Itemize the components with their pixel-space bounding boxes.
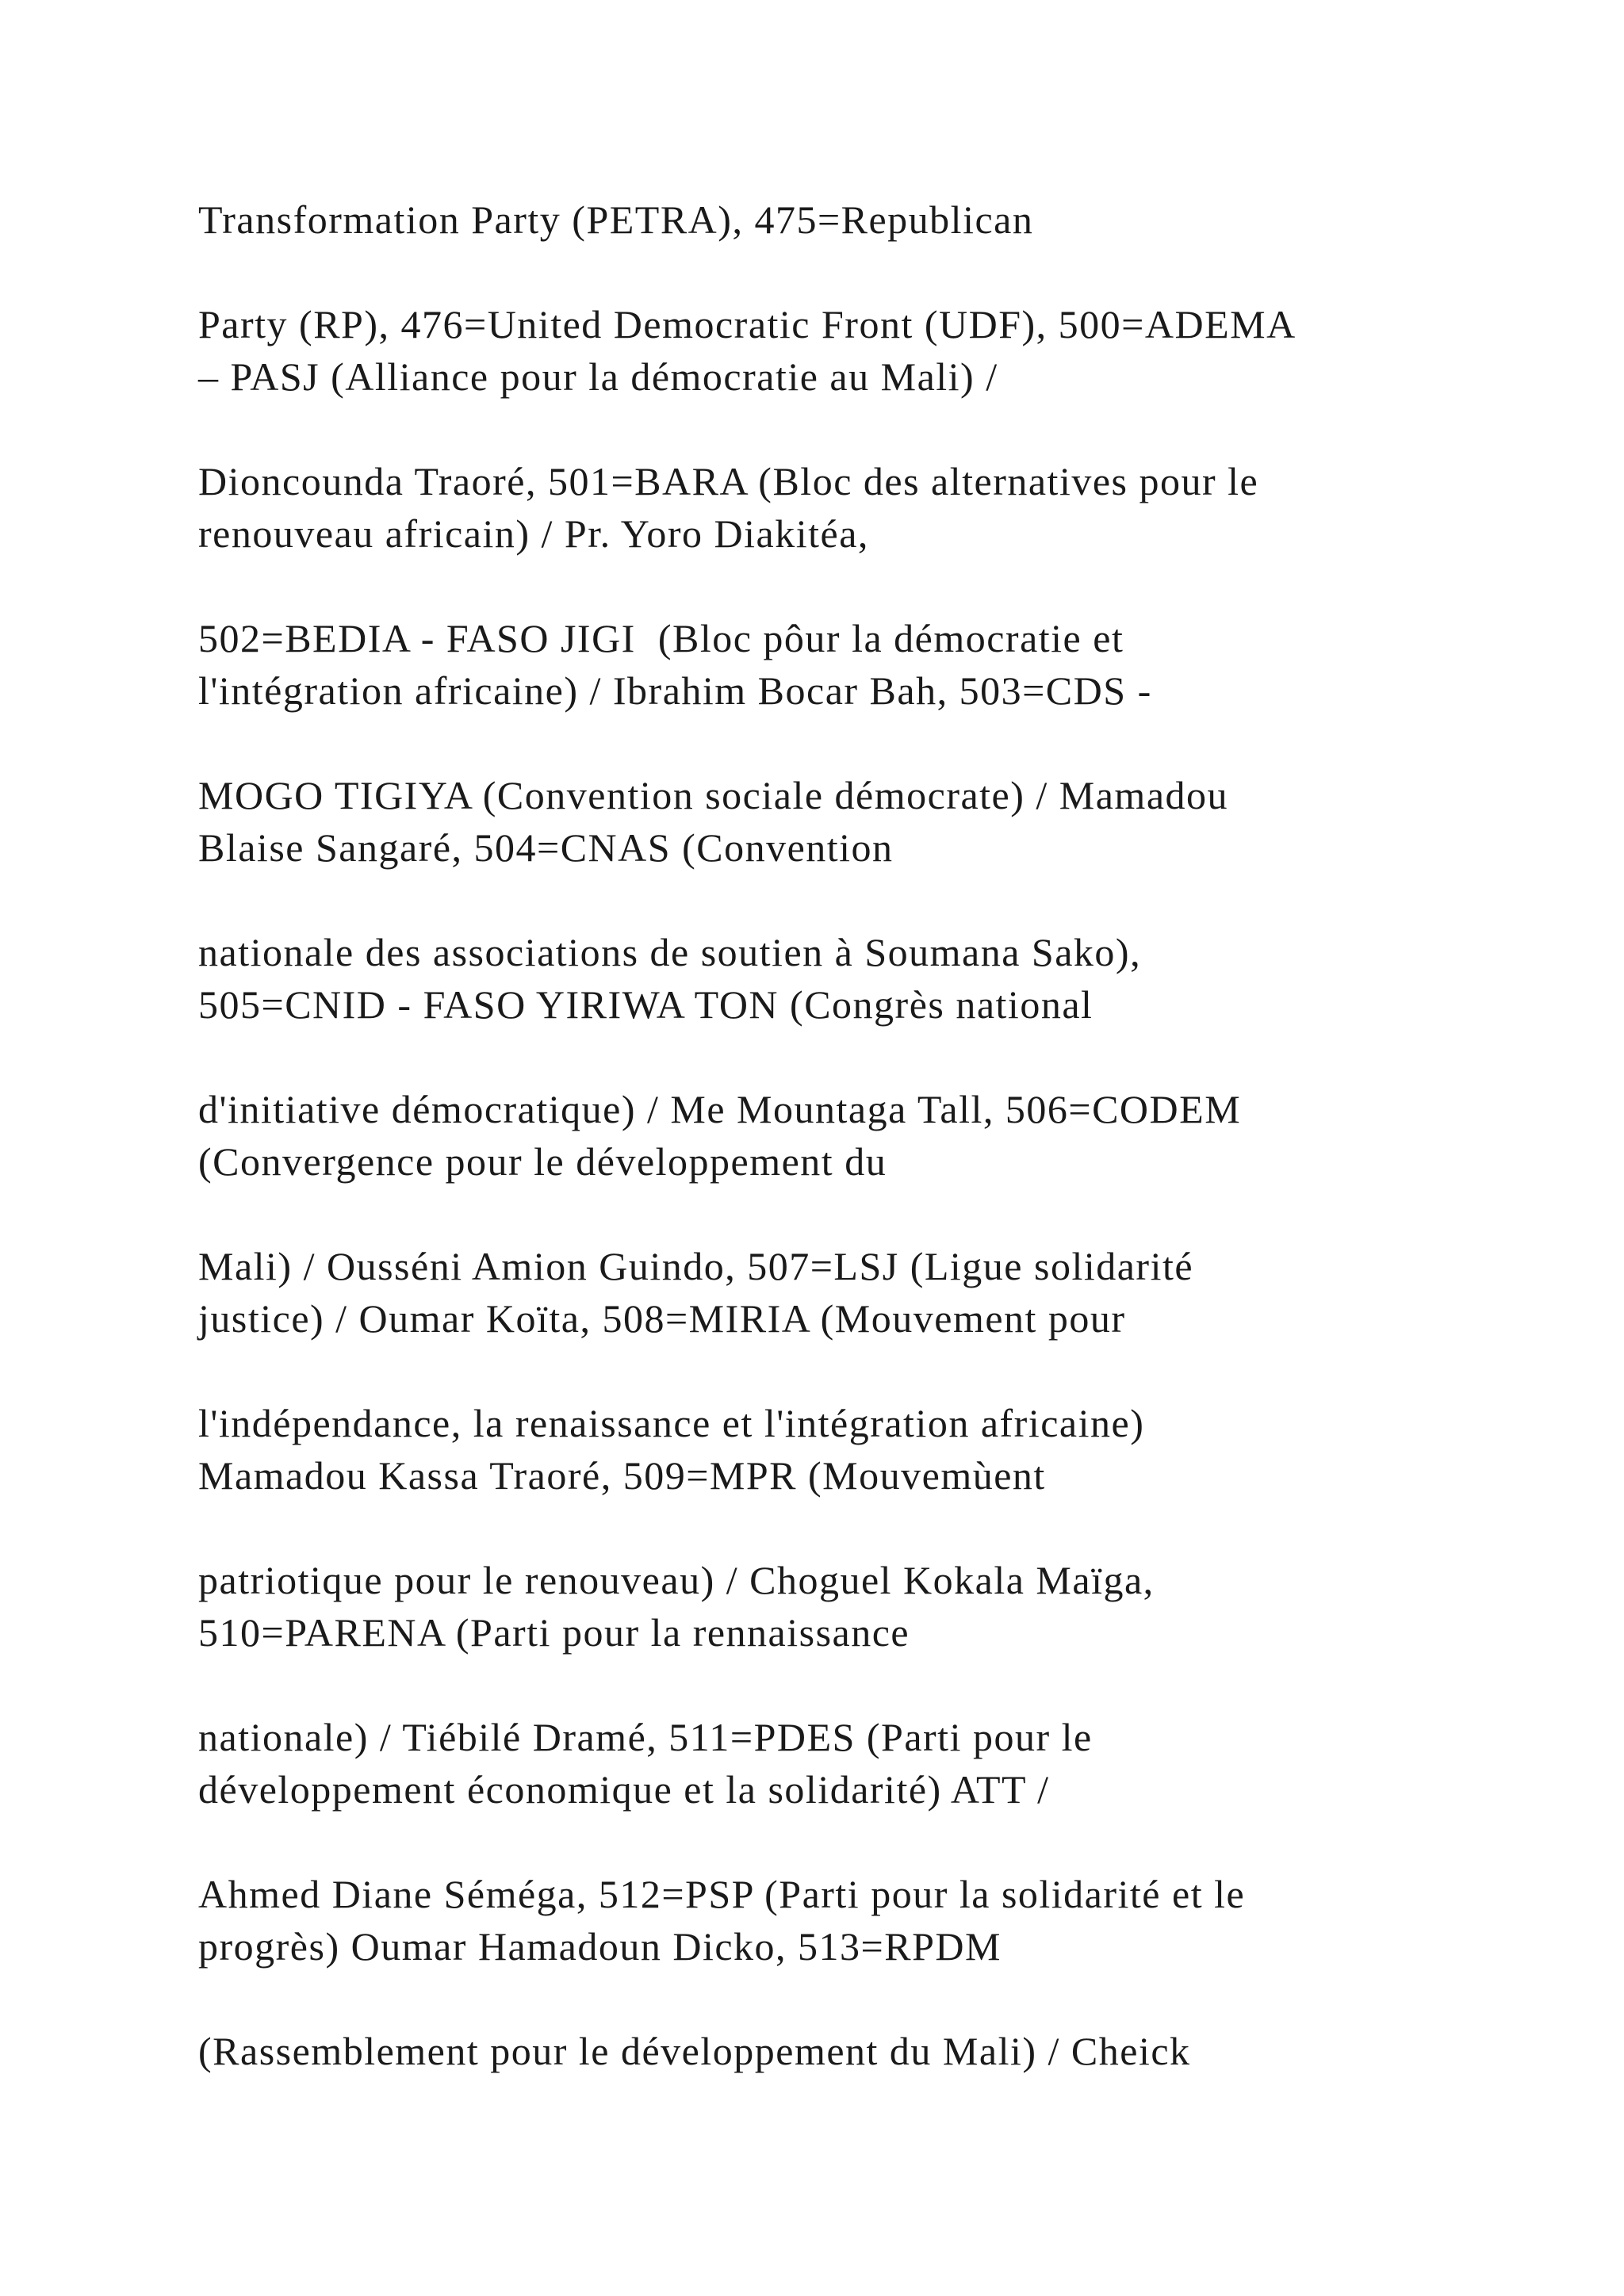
text-line: 502=BEDIA - FASO JIGI (Bloc pôur la démocratie et [198,616,1124,660]
paragraph [198,1397,1507,1502]
text-line: (Rassemblement pour le développement du Mali) / Cheick [198,2029,1191,2073]
text-line: Transformation Party (PETRA), 475=Republican [198,197,1034,242]
text-line: 510=PARENA (Parti pour la rennaissance [198,1610,910,1655]
text-line: l'indépendance, la renaissance et l'intégration africaine) [198,1401,1145,1445]
text-line: Blaise Sangaré, 504=CNAS (Convention [198,825,894,870]
text-line: progrès) Oumar Hamadoun Dicko, 513=RPDM [198,1924,1002,1969]
text-line: 505=CNID - FASO YIRIWA TON (Congrès national [198,982,1094,1027]
paragraph [198,1240,1507,1345]
text-line: Mali) / Ousséni Amion Guindo, 507=LSJ (Ligue solidarité [198,1244,1194,1288]
text-line: justice) / Oumar Koïta, 508=MIRIA (Mouvement pour [198,1296,1126,1341]
paragraph [198,193,1507,246]
paragraph [198,1711,1507,1816]
text-line: MOGO TIGIYA (Convention sociale démocrate) / Mamadou [198,773,1229,817]
paragraph [198,926,1507,1031]
text-line: nationale des associations de soutien à Soumana Sako), [198,930,1142,974]
text-line: d'initiative démocratique) / Me Mountaga Tall, 506=CODEM [198,1087,1242,1131]
paragraph [198,612,1507,717]
text-line: Ahmed Diane Séméga, 512=PSP (Parti pour la solidarité et le [198,1872,1246,1916]
paragraph [198,1554,1507,1659]
paragraph [198,298,1507,403]
paragraph [198,2025,1507,2077]
paragraph [198,1868,1507,1973]
text-line: nationale) / Tiébilé Dramé, 511=PDES (Parti pour le [198,1715,1093,1759]
document-body [198,193,1507,2130]
text-line: renouveau africain) / Pr. Yoro Diakitéa, [198,511,869,556]
text-line: Party (RP), 476=United Democratic Front (UDF), 500=ADEMA [198,302,1297,346]
paragraph [198,455,1507,560]
text-line: Mamadou Kassa Traoré, 509=MPR (Mouvemùent [198,1453,1046,1498]
text-line: patriotique pour le renouveau) / Choguel Kokala Maïga, [198,1558,1155,1602]
paragraph [198,769,1507,874]
text-line: Dioncounda Traoré, 501=BARA (Bloc des alternatives pour le [198,459,1259,503]
text-line: – PASJ (Alliance pour la démocratie au Mali) / [198,354,998,399]
paragraph [198,1083,1507,1188]
text-line: l'intégration africaine) / Ibrahim Bocar Bah, 503=CDS - [198,668,1152,713]
text-line: (Convergence pour le développement du [198,1139,887,1184]
text-line: développement économique et la solidarité) ATT / [198,1767,1050,1812]
